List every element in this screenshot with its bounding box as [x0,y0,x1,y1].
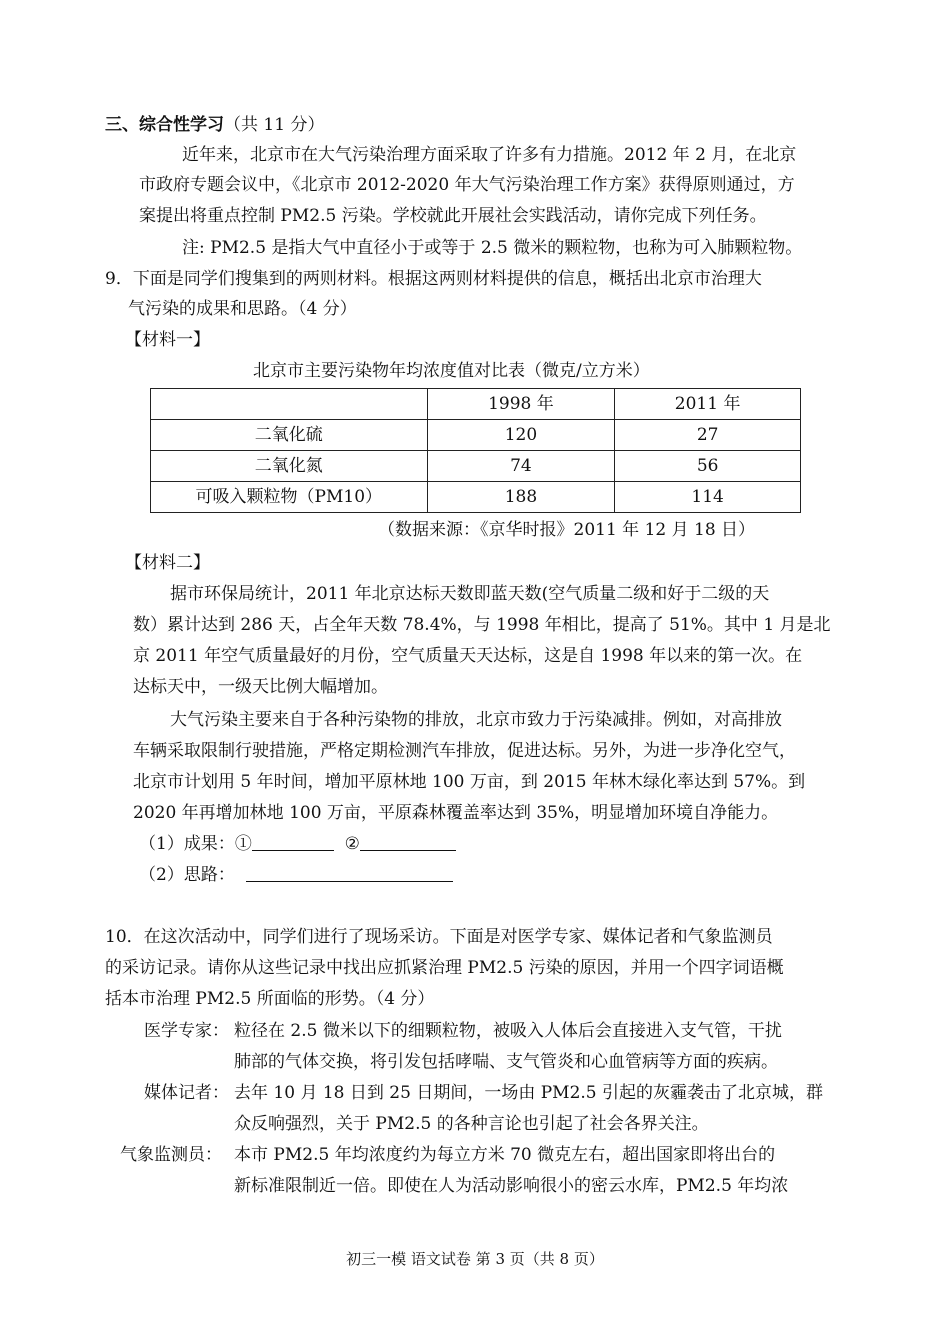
q10-prompt-line: 10．在这次活动中，同学们进行了现场采访。下面是对医学专家、媒体记者和气象监测员 [105,927,773,947]
table-row [151,451,801,482]
intro-line: 案提出将重点控制 PM2.5 污染。学校就此开展社会实践活动，请你完成下列任务。 [139,206,767,226]
table-cell: 188 [427,482,615,513]
answer1-blank-1[interactable] [252,830,334,851]
table-row [151,420,801,451]
table-cell: 二氧化氮 [151,451,428,482]
table-cell: 114 [615,482,801,513]
page-footer: 初三一模 语文试卷 第 3 页（共 8 页） [346,1250,604,1268]
interview-line: 粒径在 2.5 微米以下的细颗粒物，被吸入人体后会直接进入支气管，干扰 [234,1021,782,1041]
q10-prompt-line: 的采访记录。请你从这些记录中找出应抓紧治理 PM2.5 污染的原因，并用一个四字词语概 [105,958,784,978]
table-cell: 120 [427,420,615,451]
table-cell: 27 [615,420,801,451]
table-caption: 北京市主要污染物年均浓度值对比表（微克/立方米） [253,361,650,381]
interview-speaker: 医学专家： [144,1021,229,1041]
table-row [151,482,801,513]
q9-prompt-line: 9．下面是同学们搜集到的两则材料。根据这两则材料提供的信息，概括出北京市治理大 [105,269,762,289]
material2-line: 据市环保局统计，2011 年北京达标天数即蓝天数(空气质量二级和好于二级的天 [170,584,770,604]
material2-line: 大气污染主要来自于各种污染物的排放，北京市致力于污染减排。例如，对高排放 [170,710,782,730]
section-heading [105,110,324,140]
table-header-row [151,389,801,420]
answer1-row [139,829,456,859]
intro-note: 注: PM2.5 是指大气中直径小于或等于 2.5 微米的颗粒物，也称为可入肺颗粒物。 [182,238,803,258]
material2-line: 数）累计达到 286 天，占全年天数 78.4%，与 1998 年相比，提高了 51%。其中 1 月是北 [133,615,831,635]
section-score: （共 11 分） [224,115,325,135]
interview-line: 本市 PM2.5 年均浓度约为每立方米 70 微克左右，超出国家即将出台的 [234,1145,776,1165]
interview-line: 肺部的气体交换，将引发包括哮喘、支气管炎和心血管病等方面的疾病。 [234,1052,778,1072]
answer2-row [139,860,453,890]
table-header-cell [151,389,428,420]
interview-speaker: 媒体记者： [144,1083,229,1103]
table-cell: 56 [615,451,801,482]
table-source: （数据来源：《京华时报》2011 年 12 月 18 日） [378,520,756,540]
interview-line: 去年 10 月 18 日到 25 日期间，一场由 PM2.5 引起的灰霾袭击了北京城，群 [234,1083,824,1103]
answer1-blank-2[interactable] [360,830,456,851]
interview-speaker: 气象监测员： [120,1145,222,1165]
table-header-cell: 1998 年 [427,389,615,420]
answer1-mark: ② [344,834,360,854]
table-cell: 可吸入颗粒物（PM10） [151,482,428,513]
answer2-label: （2）思路： [139,865,235,885]
material2-line: 车辆采取限制行驶措施，严格定期检测汽车排放，促进达标。另外，为进一步净化空气， [133,741,796,761]
q9-prompt-line: 气污染的成果和思路。（4 分） [128,299,357,319]
material2-line: 京 2011 年空气质量最好的月份，空气质量天天达标，这是自 1998 年以来的第一次。在 [133,646,803,666]
answer1-label: （1）成果： [139,834,235,854]
material1-label: 【材料一】 [125,330,210,350]
answer2-blank[interactable] [246,861,453,882]
table-header-cell: 2011 年 [615,389,801,420]
pollutant-table [150,388,801,513]
answer1-mark: ① [234,834,252,854]
material2-label: 【材料二】 [125,553,210,573]
intro-line: 市政府专题会议中，《北京市 2012-2020 年大气污染治理工作方案》获得原则通过，方 [139,175,795,195]
material2-line: 北京市计划用 5 年时间，增加平原林地 100 万亩，到 2015 年林木绿化率达到 57%。到 [133,772,806,792]
table-cell: 74 [427,451,615,482]
material2-line: 达标天中，一级天比例大幅增加。 [133,677,388,697]
q10-prompt-line: 括本市治理 PM2.5 所面临的形势。（4 分） [105,989,435,1009]
section-title: 三、综合性学习 [105,115,224,135]
intro-line: 近年来，北京市在大气污染治理方面采取了许多有力措施。2012 年 2 月，在北京 [182,145,797,165]
material2-line: 2020 年再增加林地 100 万亩，平原森林覆盖率达到 35%，明显增加环境自净能力。 [133,803,779,823]
table-cell: 二氧化硫 [151,420,428,451]
interview-line: 新标准限制近一倍。即使在人为活动影响很小的密云水库，PM2.5 年均浓 [234,1176,789,1196]
interview-line: 众反响强烈，关于 PM2.5 的各种言论也引起了社会各界关注。 [234,1114,709,1134]
